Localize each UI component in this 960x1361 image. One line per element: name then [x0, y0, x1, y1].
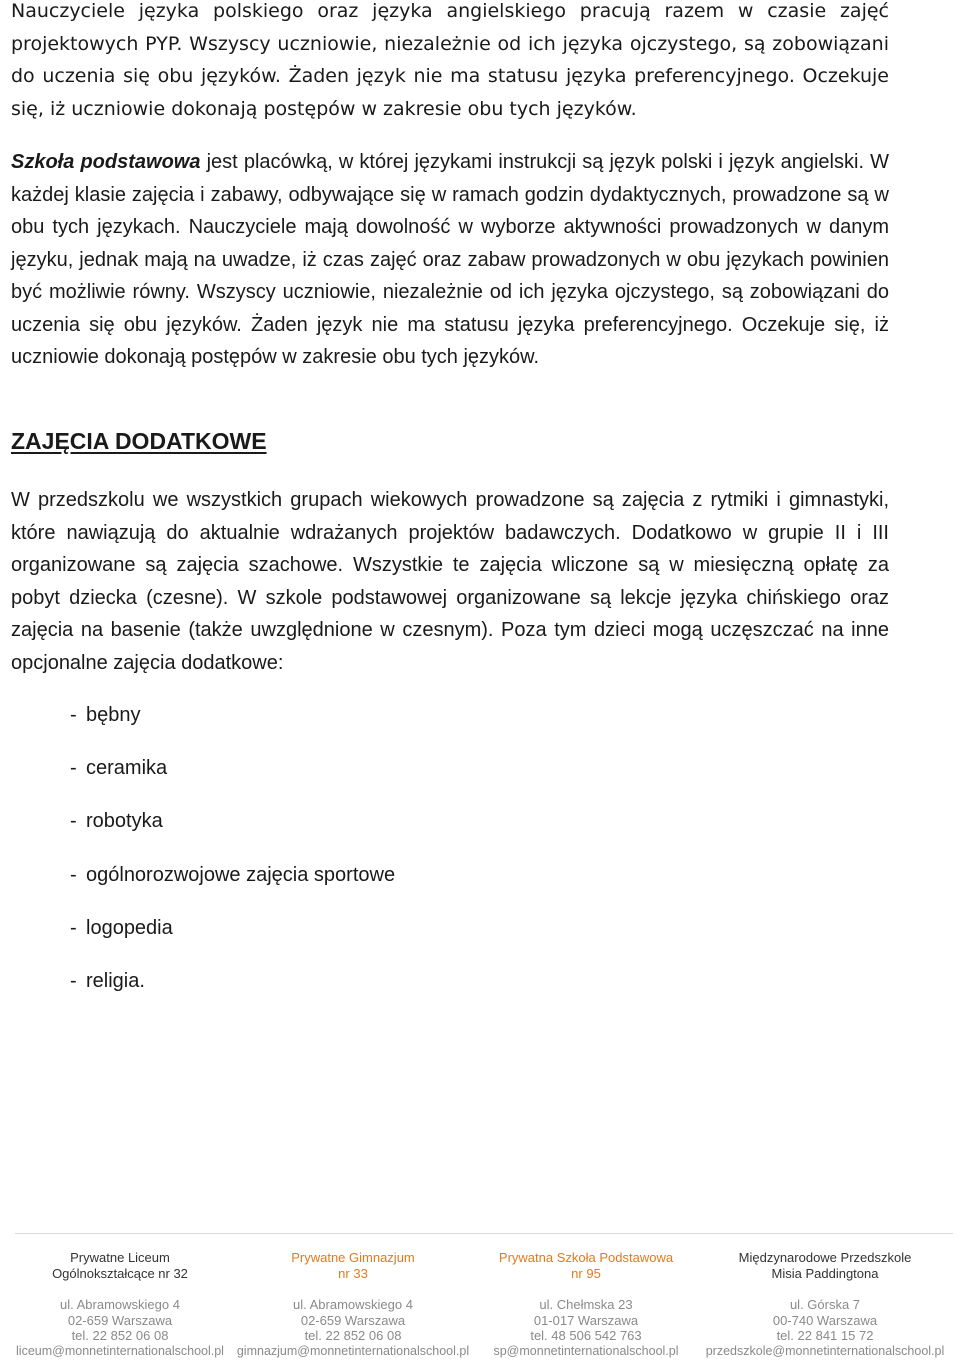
list-item: [70, 860, 395, 913]
list-item-label: robotyka: [86, 810, 163, 833]
footer-street: ul. Górska 7: [789, 1297, 861, 1312]
footer-school-name: [0, 1250, 240, 1297]
list-dash: -: [70, 969, 77, 992]
school-name-line1: Międzynarodowe Przedszkole: [738, 1250, 912, 1265]
school-name-line1: Prywatne Gimnazjum: [291, 1250, 415, 1265]
footer-phone: tel. 48 506 542 763: [530, 1328, 642, 1343]
footer: [0, 1250, 960, 1360]
footer-school-name: [705, 1250, 945, 1297]
list-item: [70, 913, 395, 966]
school-name-line1: Prywatna Szkoła Podstawowa: [498, 1250, 674, 1265]
school-name-line2: nr 95: [571, 1265, 601, 1281]
list-item: [70, 966, 395, 1019]
extra-activities-list: [70, 700, 395, 1019]
footer-email[interactable]: gimnazjum@monnetinternationalschool.pl: [236, 1343, 470, 1358]
list-item-label: bębny: [86, 704, 141, 726]
school-name-line1: Prywatne Liceum: [70, 1250, 170, 1265]
list-item-label: ceramika: [86, 757, 168, 780]
footer-school-name: [233, 1250, 473, 1297]
list-item: [70, 753, 395, 806]
list-dash: -: [70, 757, 77, 780]
footer-przedszkole: [705, 1250, 945, 1359]
activities-paragraph: W przedszkolu we wszystkich grupach wiekowych prowadzone są zajęcia z rytmiki i gimnastyki, które nawiązują do aktualnie wdrażanych projektów badawczych. Dodatkowo w grupie II i III organizowane są zajęcia szachowe. Wszystkie te zajęcia wliczone są w miesięczną opłatę za pobyt dziecka (czesne). W szkole podstawowej organizowane są lekcje języka chińskiego oraz zajęcia na basenie (także uwzględnione w czesnym). Poza tym dzieci mogą uczęszczać na inne opcjonalne zajęcia dodatkowe:: [11, 489, 889, 674]
school-name-line2: Ogólnokształcące nr 32: [52, 1265, 188, 1281]
list-item-label: religia.: [86, 969, 145, 992]
footer-school-name: [466, 1250, 706, 1297]
footer-email[interactable]: sp@monnetinternationalschool.pl: [493, 1343, 679, 1358]
list-dash: -: [70, 863, 77, 886]
school-paragraph-body: jest placówką, w której językami instrukcji są język polski i język angielski. W każdej klasie zajęcia i zabawy, odbywające się w ramach godzin dydaktycznych, prowadzone są w obu tych językach. Nauczyciele mają dowolność w wyborze aktywności prowadzonych w danym języku, jednak mają na uwadze, iż czas zajęć oraz zabaw prowadzonych w obu językach powinien być możliwie równy. Wszyscy uczniowie, niezależnie od ich języka ojczystego, są zobowiązani do uczenia się obu języków. Żaden język nie ma statusu języka preferencyjnego. Oczekuje się, iż uczniowie dokonają postępów w zakresie obu tych języków.: [11, 151, 889, 368]
footer-divider: [15, 1233, 953, 1234]
footer-liceum: [0, 1250, 240, 1359]
list-dash: -: [70, 916, 77, 939]
list-item-label: ogólnorozwojowe zajęcia sportowe: [86, 863, 396, 886]
footer-phone: tel. 22 852 06 08: [304, 1328, 402, 1343]
list-dash: -: [70, 704, 77, 726]
school-paragraph-lead: Szkoła podstawowa: [11, 151, 201, 173]
list-dash: -: [70, 810, 77, 833]
footer-city: 02-659 Warszawa: [67, 1312, 173, 1328]
footer-szkola-podstawowa: [466, 1250, 706, 1359]
list-item-label: logopedia: [86, 916, 173, 939]
footer-street: ul. Abramowskiego 4: [293, 1297, 413, 1312]
footer-city: 01-017 Warszawa: [533, 1312, 639, 1328]
footer-street: ul. Abramowskiego 4: [60, 1297, 180, 1312]
list-item: [70, 700, 395, 753]
footer-city: 02-659 Warszawa: [300, 1312, 406, 1328]
footer-email[interactable]: liceum@monnetinternationalschool.pl: [16, 1343, 224, 1358]
footer-gimnazjum: [233, 1250, 473, 1359]
footer-phone: tel. 22 852 06 08: [71, 1328, 169, 1343]
intro-paragraph: Nauczyciele języka polskiego oraz języka angielskiego pracują razem w czasie zajęć projektowych PYP. Wszyscy uczniowie, niezależnie od ich języka ojczystego, są zobowiązani do uczenia się obu języków. Żaden język nie ma statusu języka preferencyjnego. Oczekuje się, iż uczniowie dokonają postępów w zakresie obu tych języków.: [11, 0, 889, 120]
list-item: [70, 806, 395, 859]
school-name-line2: Misia Paddingtona: [771, 1265, 879, 1281]
footer-city: 00-740 Warszawa: [772, 1312, 878, 1328]
school-name-line2: nr 33: [338, 1265, 368, 1281]
footer-email[interactable]: przedszkole@monnetinternationalschool.pl: [705, 1343, 945, 1358]
section-heading: ZAJĘCIA DODATKOWE: [11, 428, 267, 454]
footer-street: ul. Chełmska 23: [539, 1297, 633, 1312]
footer-phone: tel. 22 841 15 72: [776, 1328, 874, 1343]
school-paragraph: [11, 146, 889, 374]
